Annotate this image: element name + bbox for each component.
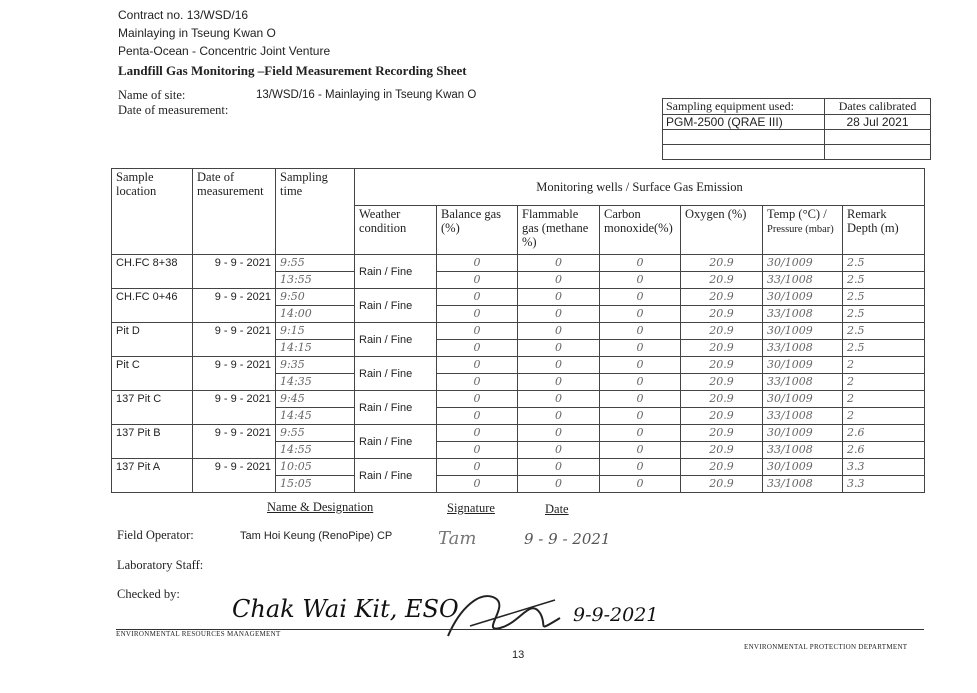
calibration-date: 28 Jul 2021 bbox=[825, 115, 931, 130]
flammable-gas: 0 bbox=[518, 289, 600, 306]
page-number: 13 bbox=[512, 649, 525, 661]
balance-gas: 0 bbox=[437, 340, 518, 357]
temp-pressure: 33/1008 bbox=[763, 442, 843, 459]
flammable-gas: 0 bbox=[518, 255, 600, 272]
measurement-date: 9 - 9 - 2021 bbox=[193, 357, 276, 391]
measurement-table bbox=[111, 168, 925, 493]
temp-pressure: 33/1008 bbox=[763, 272, 843, 289]
footer-right: ENVIRONMENTAL PROTECTION DEPARTMENT bbox=[744, 643, 908, 651]
oxygen: 20.9 bbox=[681, 374, 763, 391]
measurement-date-label: Date of measurement: bbox=[118, 103, 229, 117]
contract-number: Contract no. 13/WSD/16 bbox=[118, 8, 249, 22]
depth: 2.6 bbox=[843, 442, 925, 459]
carbon-monoxide: 0 bbox=[600, 255, 681, 272]
depth: 2 bbox=[843, 357, 925, 374]
checked-date: 9-9-2021 bbox=[573, 604, 659, 626]
header-remark: Remark bbox=[847, 207, 887, 221]
calibration-blank bbox=[825, 145, 931, 160]
depth: 2.5 bbox=[843, 340, 925, 357]
temp-pressure: 33/1008 bbox=[763, 408, 843, 425]
depth: 3.3 bbox=[843, 459, 925, 476]
temp-pressure: 33/1008 bbox=[763, 340, 843, 357]
carbon-monoxide: 0 bbox=[600, 374, 681, 391]
date-header: Date bbox=[545, 502, 569, 516]
sample-location: 137 Pit A bbox=[112, 459, 193, 493]
temp-pressure: 33/1008 bbox=[763, 476, 843, 493]
depth: 2.6 bbox=[843, 425, 925, 442]
table-row bbox=[112, 255, 925, 272]
equipment-table bbox=[662, 98, 931, 160]
oxygen: 20.9 bbox=[681, 255, 763, 272]
flammable-gas: 0 bbox=[518, 272, 600, 289]
document-title: Landfill Gas Monitoring –Field Measurement Recording Sheet bbox=[118, 63, 467, 78]
header-flammable: Flammable gas (methane %) bbox=[518, 206, 600, 255]
temp-pressure: 30/1009 bbox=[763, 425, 843, 442]
oxygen: 20.9 bbox=[681, 323, 763, 340]
equipment-used-label: Sampling equipment used: bbox=[663, 99, 825, 115]
sampling-time: 9:55 bbox=[276, 425, 355, 442]
carbon-monoxide: 0 bbox=[600, 408, 681, 425]
depth: 2 bbox=[843, 374, 925, 391]
temp-pressure: 30/1009 bbox=[763, 289, 843, 306]
oxygen: 20.9 bbox=[681, 476, 763, 493]
checker-signature-icon bbox=[440, 588, 570, 648]
sample-location: CH.FC 0+46 bbox=[112, 289, 193, 323]
header-temp: Temp (°C) / bbox=[767, 207, 827, 221]
sampling-time: 9:55 bbox=[276, 255, 355, 272]
sample-location: CH.FC 8+38 bbox=[112, 255, 193, 289]
sampling-time: 15:05 bbox=[276, 476, 355, 493]
carbon-monoxide: 0 bbox=[600, 459, 681, 476]
measurement-date: 9 - 9 - 2021 bbox=[193, 459, 276, 493]
oxygen: 20.9 bbox=[681, 289, 763, 306]
balance-gas: 0 bbox=[437, 476, 518, 493]
depth: 2.5 bbox=[843, 255, 925, 272]
header-time: Sampling time bbox=[276, 169, 355, 255]
oxygen: 20.9 bbox=[681, 340, 763, 357]
lab-staff-label: Laboratory Staff: bbox=[117, 558, 204, 572]
sampling-time: 14:35 bbox=[276, 374, 355, 391]
sample-location: 137 Pit C bbox=[112, 391, 193, 425]
header-remark-depth bbox=[843, 206, 925, 255]
flammable-gas: 0 bbox=[518, 425, 600, 442]
header-oxygen: Oxygen (%) bbox=[681, 206, 763, 255]
contractor-name: Penta-Ocean - Concentric Joint Venture bbox=[118, 44, 331, 58]
balance-gas: 0 bbox=[437, 272, 518, 289]
site-label: Name of site: bbox=[118, 88, 186, 102]
balance-gas: 0 bbox=[437, 408, 518, 425]
flammable-gas: 0 bbox=[518, 323, 600, 340]
header-co: Carbon monoxide(%) bbox=[600, 206, 681, 255]
balance-gas: 0 bbox=[437, 255, 518, 272]
flammable-gas: 0 bbox=[518, 408, 600, 425]
depth: 2.5 bbox=[843, 306, 925, 323]
oxygen: 20.9 bbox=[681, 357, 763, 374]
balance-gas: 0 bbox=[437, 459, 518, 476]
header-group: Monitoring wells / Surface Gas Emission bbox=[355, 169, 925, 206]
depth: 2.5 bbox=[843, 289, 925, 306]
sampling-time: 9:15 bbox=[276, 323, 355, 340]
header-pressure: Pressure (mbar) bbox=[767, 224, 834, 235]
depth: 2.5 bbox=[843, 272, 925, 289]
header-depth: Depth (m) bbox=[847, 221, 899, 235]
calibration-label: Dates calibrated bbox=[825, 99, 931, 115]
oxygen: 20.9 bbox=[681, 459, 763, 476]
signature-header: Signature bbox=[447, 501, 495, 515]
equipment-blank bbox=[663, 145, 825, 160]
flammable-gas: 0 bbox=[518, 306, 600, 323]
table-row bbox=[112, 357, 925, 374]
footer-left: ENVIRONMENTAL RESOURCES MANAGEMENT bbox=[116, 630, 281, 638]
field-operator-name: Tam Hoi Keung (RenoPipe) CP bbox=[240, 530, 393, 542]
carbon-monoxide: 0 bbox=[600, 272, 681, 289]
sampling-time: 14:00 bbox=[276, 306, 355, 323]
temp-pressure: 30/1009 bbox=[763, 459, 843, 476]
carbon-monoxide: 0 bbox=[600, 323, 681, 340]
balance-gas: 0 bbox=[437, 391, 518, 408]
sampling-time: 9:35 bbox=[276, 357, 355, 374]
oxygen: 20.9 bbox=[681, 425, 763, 442]
sampling-time: 13:55 bbox=[276, 272, 355, 289]
weather-condition: Rain / Fine bbox=[355, 357, 437, 391]
sampling-time: 9:50 bbox=[276, 289, 355, 306]
sample-location: Pit C bbox=[112, 357, 193, 391]
field-operator-label: Field Operator: bbox=[117, 528, 194, 542]
carbon-monoxide: 0 bbox=[600, 476, 681, 493]
depth: 2 bbox=[843, 391, 925, 408]
table-row bbox=[112, 425, 925, 442]
flammable-gas: 0 bbox=[518, 459, 600, 476]
weather-condition: Rain / Fine bbox=[355, 323, 437, 357]
balance-gas: 0 bbox=[437, 442, 518, 459]
flammable-gas: 0 bbox=[518, 374, 600, 391]
depth: 2 bbox=[843, 408, 925, 425]
carbon-monoxide: 0 bbox=[600, 306, 681, 323]
flammable-gas: 0 bbox=[518, 442, 600, 459]
temp-pressure: 30/1009 bbox=[763, 255, 843, 272]
sampling-time: 14:45 bbox=[276, 408, 355, 425]
carbon-monoxide: 0 bbox=[600, 340, 681, 357]
measurement-date: 9 - 9 - 2021 bbox=[193, 323, 276, 357]
oxygen: 20.9 bbox=[681, 408, 763, 425]
temp-pressure: 30/1009 bbox=[763, 357, 843, 374]
name-designation-header: Name & Designation bbox=[267, 500, 374, 514]
equipment-model: PGM-2500 (QRAE III) bbox=[663, 115, 825, 130]
sampling-time: 10:05 bbox=[276, 459, 355, 476]
carbon-monoxide: 0 bbox=[600, 357, 681, 374]
flammable-gas: 0 bbox=[518, 391, 600, 408]
temp-pressure: 33/1008 bbox=[763, 306, 843, 323]
oxygen: 20.9 bbox=[681, 442, 763, 459]
calibration-blank bbox=[825, 130, 931, 145]
header-balance: Balance gas (%) bbox=[437, 206, 518, 255]
carbon-monoxide: 0 bbox=[600, 442, 681, 459]
measurement-date: 9 - 9 - 2021 bbox=[193, 255, 276, 289]
measurement-date: 9 - 9 - 2021 bbox=[193, 391, 276, 425]
carbon-monoxide: 0 bbox=[600, 289, 681, 306]
depth: 3.3 bbox=[843, 476, 925, 493]
site-value: 13/WSD/16 - Mainlaying in Tseung Kwan O bbox=[256, 89, 477, 101]
header-weather: Weather condition bbox=[355, 206, 437, 255]
oxygen: 20.9 bbox=[681, 272, 763, 289]
project-name: Mainlaying in Tseung Kwan O bbox=[118, 26, 276, 40]
checked-by-name: Chak Wai Kit, ESO bbox=[232, 595, 459, 623]
balance-gas: 0 bbox=[437, 306, 518, 323]
field-operator-signature: Tam bbox=[438, 528, 477, 549]
table-row bbox=[112, 323, 925, 340]
flammable-gas: 0 bbox=[518, 357, 600, 374]
checked-by-label: Checked by: bbox=[117, 587, 180, 601]
temp-pressure: 33/1008 bbox=[763, 374, 843, 391]
flammable-gas: 0 bbox=[518, 476, 600, 493]
weather-condition: Rain / Fine bbox=[355, 289, 437, 323]
carbon-monoxide: 0 bbox=[600, 391, 681, 408]
flammable-gas: 0 bbox=[518, 340, 600, 357]
oxygen: 20.9 bbox=[681, 306, 763, 323]
balance-gas: 0 bbox=[437, 425, 518, 442]
weather-condition: Rain / Fine bbox=[355, 391, 437, 425]
field-operator-date: 9 - 9 - 2021 bbox=[524, 530, 611, 548]
sampling-time: 9:45 bbox=[276, 391, 355, 408]
measurement-date: 9 - 9 - 2021 bbox=[193, 425, 276, 459]
balance-gas: 0 bbox=[437, 374, 518, 391]
balance-gas: 0 bbox=[437, 289, 518, 306]
sampling-time: 14:55 bbox=[276, 442, 355, 459]
equipment-blank bbox=[663, 130, 825, 145]
oxygen: 20.9 bbox=[681, 391, 763, 408]
balance-gas: 0 bbox=[437, 357, 518, 374]
weather-condition: Rain / Fine bbox=[355, 255, 437, 289]
header-temp-pressure bbox=[763, 206, 843, 255]
header-date: Date of measurement bbox=[193, 169, 276, 255]
sample-location: Pit D bbox=[112, 323, 193, 357]
balance-gas: 0 bbox=[437, 323, 518, 340]
sample-location: 137 Pit B bbox=[112, 425, 193, 459]
weather-condition: Rain / Fine bbox=[355, 459, 437, 493]
carbon-monoxide: 0 bbox=[600, 425, 681, 442]
header-location: Sample location bbox=[112, 169, 193, 255]
temp-pressure: 30/1009 bbox=[763, 391, 843, 408]
table-row bbox=[112, 391, 925, 408]
table-row bbox=[112, 289, 925, 306]
weather-condition: Rain / Fine bbox=[355, 425, 437, 459]
temp-pressure: 30/1009 bbox=[763, 323, 843, 340]
measurement-date: 9 - 9 - 2021 bbox=[193, 289, 276, 323]
table-row bbox=[112, 459, 925, 476]
sampling-time: 14:15 bbox=[276, 340, 355, 357]
depth: 2.5 bbox=[843, 323, 925, 340]
